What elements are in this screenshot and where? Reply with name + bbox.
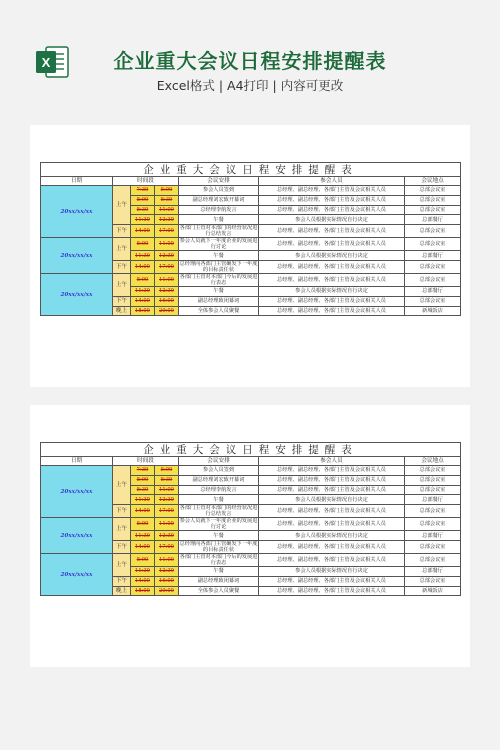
end-time-cell: 8:00 <box>155 186 179 196</box>
start-time-cell: 14:00 <box>131 540 155 553</box>
meeting-cell: 午餐 <box>179 566 259 576</box>
start-time-cell: 8:00 <box>131 195 155 205</box>
end-time-cell: 12:30 <box>155 566 179 576</box>
end-time-cell: 16:00 <box>155 296 179 306</box>
period-cell: 下午 <box>113 225 131 238</box>
meeting-cell: 总经理向各部门主管确发下一年度的目标责任状 <box>179 260 258 273</box>
end-time-cell: 8:30 <box>155 195 179 205</box>
header-date: 日期 <box>41 457 113 466</box>
meeting-cell: 全体参会人员聚餐 <box>179 306 259 316</box>
start-time-cell: 11:30 <box>131 215 155 225</box>
start-time-cell: 7:30 <box>131 186 155 196</box>
date-cell: 20xx/xx/xx <box>41 186 113 238</box>
period-cell: 下午 <box>113 296 131 306</box>
period-cell: 下午 <box>113 576 131 586</box>
table-header-row <box>41 457 461 466</box>
meeting-cell: 各部门主管对本部门的经营状况进行总结发言 <box>179 505 258 518</box>
end-time-cell: 12:30 <box>155 495 179 505</box>
excel-logo-letter: X <box>41 55 51 70</box>
start-time-cell: 8:00 <box>131 518 155 531</box>
meeting-cell: 总经理向各部门主管确发下一年度的目标责任状 <box>179 540 258 553</box>
period-cell: 下午 <box>113 260 131 273</box>
attendees-cell: 总经理、副总经理、各部门主管及会议相关人员 <box>259 273 405 286</box>
end-time-cell: 17:00 <box>155 225 179 238</box>
start-time-cell: 7:30 <box>131 466 155 476</box>
place-cell: 总部餐厅 <box>405 215 461 225</box>
table-title-row <box>41 443 461 457</box>
attendees-cell: 总经理、副总经理、各部门主管及会议相关人员 <box>259 296 405 306</box>
end-time-cell: 11:00 <box>155 273 179 286</box>
attendees-cell: 总经理、副总经理、各部门主管及会议相关人员 <box>259 205 405 215</box>
start-time-cell: 14:00 <box>131 576 155 586</box>
start-time-cell: 14:00 <box>131 260 155 273</box>
meeting-cell: 副总经理致闭幕词 <box>179 296 259 306</box>
end-time-cell: 17:00 <box>155 540 179 553</box>
place-cell: 总部会议室 <box>405 475 461 485</box>
start-time-cell: 18:00 <box>131 306 155 316</box>
end-time-cell: 12:30 <box>155 251 179 261</box>
period-cell: 上午 <box>113 553 131 576</box>
attendees-cell: 总经理、副总经理、各部门主管及会议相关人员 <box>259 466 405 476</box>
header-meeting: 会议安排 <box>179 457 259 466</box>
table-title: 企业重大会议日程安排提醒表 <box>41 443 461 457</box>
end-time-cell: 12:30 <box>155 215 179 225</box>
start-time-cell: 8:00 <box>131 273 155 286</box>
table-title-row <box>41 163 461 177</box>
page-subtitle: Excel格式 | A4打印 | 内容可更改 <box>156 78 344 93</box>
header-meeting: 会议安排 <box>179 177 259 186</box>
end-time-cell: 11:00 <box>155 518 179 531</box>
sheet-preview-2 <box>30 405 470 667</box>
meeting-cell: 午餐 <box>179 286 259 296</box>
header-time: 时间段 <box>113 457 179 466</box>
end-time-cell: 8:30 <box>155 475 179 485</box>
meeting-cell: 副总经理致闭幕词 <box>179 576 259 586</box>
start-time-cell: 14:00 <box>131 225 155 238</box>
attendees-cell: 总经理、副总经理、各部门主管及会议相关人员 <box>259 238 405 251</box>
place-cell: 总部会议室 <box>405 205 461 215</box>
attendees-cell: 总经理、副总经理、各部门主管及会议相关人员 <box>259 505 405 518</box>
table-title: 企业重大会议日程安排提醒表 <box>41 163 461 177</box>
place-cell: 总部会议室 <box>405 485 461 495</box>
meeting-cell: 午餐 <box>179 495 259 505</box>
end-time-cell: 12:30 <box>155 286 179 296</box>
schedule-table <box>40 162 461 316</box>
end-time-cell: 16:00 <box>155 576 179 586</box>
attendees-cell: 总经理、副总经理、各部门主管及会议相关人员 <box>259 475 405 485</box>
place-cell: 总部会议室 <box>405 505 461 518</box>
place-cell: 总部会议室 <box>405 195 461 205</box>
period-cell: 上午 <box>113 238 131 261</box>
place-cell: 总部会议室 <box>405 466 461 476</box>
period-cell: 晚上 <box>113 586 131 596</box>
meeting-cell: 总经理李航发言 <box>179 205 259 215</box>
attendees-cell: 参会人员根据实际情况自行决定 <box>259 251 405 261</box>
start-time-cell: 11:30 <box>131 531 155 541</box>
end-time-cell: 20:00 <box>155 306 179 316</box>
place-cell: 总部会议室 <box>405 576 461 586</box>
start-time-cell: 14:00 <box>131 296 155 306</box>
table-row <box>41 238 461 251</box>
meeting-cell: 午餐 <box>179 531 259 541</box>
schedule-table <box>40 442 461 596</box>
meeting-cell: 参会人员就下一年度企业的发展进行讨论 <box>179 238 258 251</box>
date-cell: 20xx/xx/xx <box>41 518 113 554</box>
meeting-cell: 副总经理刘宏致开幕词 <box>179 475 259 485</box>
start-time-cell: 8:00 <box>131 238 155 251</box>
header-date: 日期 <box>41 177 113 186</box>
end-time-cell: 11:00 <box>155 205 179 215</box>
start-time-cell: 8:00 <box>131 553 155 566</box>
end-time-cell: 17:00 <box>155 505 179 518</box>
end-time-cell: 11:00 <box>155 238 179 251</box>
meeting-cell: 各部门主管对本部门今后的发展进行表态 <box>179 553 258 566</box>
period-cell: 上午 <box>113 273 131 296</box>
place-cell: 新城饭店 <box>405 586 461 596</box>
start-time-cell: 11:30 <box>131 251 155 261</box>
period-cell: 上午 <box>113 186 131 225</box>
place-cell: 总部会议室 <box>405 540 461 553</box>
sheet-preview-1 <box>30 125 470 387</box>
start-time-cell: 18:00 <box>131 586 155 596</box>
place-cell: 总部会议室 <box>405 225 461 238</box>
attendees-cell: 总经理、副总经理、各部门主管及会议相关人员 <box>259 485 405 495</box>
end-time-cell: 8:00 <box>155 466 179 476</box>
table-row <box>41 186 461 196</box>
meeting-cell: 各部门主管对本部门今后的发展进行表态 <box>179 273 258 286</box>
meeting-cell: 参会人员签到 <box>179 466 259 476</box>
end-time-cell: 12:30 <box>155 531 179 541</box>
header-attendees: 参会人员 <box>259 177 405 186</box>
place-cell: 总部餐厅 <box>405 286 461 296</box>
place-cell: 总部会议室 <box>405 238 461 251</box>
attendees-cell: 总经理、副总经理、各部门主管及会议相关人员 <box>259 225 405 238</box>
attendees-cell: 总经理、副总经理、各部门主管及会议相关人员 <box>259 306 405 316</box>
meeting-cell: 参会人员就下一年度企业的发展进行讨论 <box>179 518 258 531</box>
attendees-cell: 总经理、副总经理、各部门主管及会议相关人员 <box>259 195 405 205</box>
attendees-cell: 总经理、副总经理、各部门主管及会议相关人员 <box>259 186 405 196</box>
place-cell: 总部会议室 <box>405 518 461 531</box>
place-cell: 新城饭店 <box>405 306 461 316</box>
period-cell: 下午 <box>113 540 131 553</box>
period-cell: 上午 <box>113 518 131 541</box>
attendees-cell: 参会人员根据实际情况自行决定 <box>259 566 405 576</box>
meeting-cell: 总经理李航发言 <box>179 485 259 495</box>
place-cell: 总部会议室 <box>405 296 461 306</box>
header-place: 会议地点 <box>405 457 461 466</box>
date-cell: 20xx/xx/xx <box>41 238 113 274</box>
page-title: 企业重大会议日程安排提醒表 <box>113 49 387 73</box>
meeting-cell: 副总经理刘宏致开幕词 <box>179 195 259 205</box>
place-cell: 总部餐厅 <box>405 251 461 261</box>
attendees-cell: 总经理、副总经理、各部门主管及会议相关人员 <box>259 540 405 553</box>
start-time-cell: 14:00 <box>131 505 155 518</box>
start-time-cell: 8:30 <box>131 205 155 215</box>
header-time: 时间段 <box>113 177 179 186</box>
place-cell: 总部会议室 <box>405 273 461 286</box>
date-cell: 20xx/xx/xx <box>41 466 113 518</box>
end-time-cell: 11:00 <box>155 553 179 566</box>
attendees-cell: 参会人员根据实际情况自行决定 <box>259 531 405 541</box>
header-attendees: 参会人员 <box>259 457 405 466</box>
place-cell: 总部餐厅 <box>405 531 461 541</box>
meeting-cell: 全体参会人员聚餐 <box>179 586 259 596</box>
meeting-cell: 参会人员签到 <box>179 186 259 196</box>
meeting-cell: 各部门主管对本部门的经营状况进行总结发言 <box>179 225 258 238</box>
table-header-row <box>41 177 461 186</box>
attendees-cell: 参会人员根据实际情况自行决定 <box>259 215 405 225</box>
start-time-cell: 11:30 <box>131 566 155 576</box>
start-time-cell: 8:00 <box>131 475 155 485</box>
place-cell: 总部餐厅 <box>405 495 461 505</box>
period-cell: 下午 <box>113 505 131 518</box>
start-time-cell: 11:30 <box>131 495 155 505</box>
place-cell: 总部会议室 <box>405 553 461 566</box>
place-cell: 总部餐厅 <box>405 566 461 576</box>
table-row <box>41 466 461 476</box>
attendees-cell: 总经理、副总经理、各部门主管及会议相关人员 <box>259 576 405 586</box>
table-row <box>41 518 461 531</box>
attendees-cell: 总经理、副总经理、各部门主管及会议相关人员 <box>259 260 405 273</box>
table-row <box>41 553 461 566</box>
attendees-cell: 参会人员根据实际情况自行决定 <box>259 495 405 505</box>
end-time-cell: 20:00 <box>155 586 179 596</box>
page-header <box>0 0 500 110</box>
place-cell: 总部会议室 <box>405 260 461 273</box>
end-time-cell: 17:00 <box>155 260 179 273</box>
attendees-cell: 总经理、副总经理、各部门主管及会议相关人员 <box>259 518 405 531</box>
attendees-cell: 总经理、副总经理、各部门主管及会议相关人员 <box>259 553 405 566</box>
period-cell: 上午 <box>113 466 131 505</box>
end-time-cell: 11:00 <box>155 485 179 495</box>
place-cell: 总部会议室 <box>405 186 461 196</box>
table-row <box>41 273 461 286</box>
start-time-cell: 11:30 <box>131 286 155 296</box>
attendees-cell: 参会人员根据实际情况自行决定 <box>259 286 405 296</box>
period-cell: 晚上 <box>113 306 131 316</box>
attendees-cell: 总经理、副总经理、各部门主管及会议相关人员 <box>259 586 405 596</box>
start-time-cell: 8:30 <box>131 485 155 495</box>
meeting-cell: 午餐 <box>179 251 259 261</box>
header-place: 会议地点 <box>405 177 461 186</box>
meeting-cell: 午餐 <box>179 215 259 225</box>
date-cell: 20xx/xx/xx <box>41 273 113 315</box>
date-cell: 20xx/xx/xx <box>41 553 113 595</box>
